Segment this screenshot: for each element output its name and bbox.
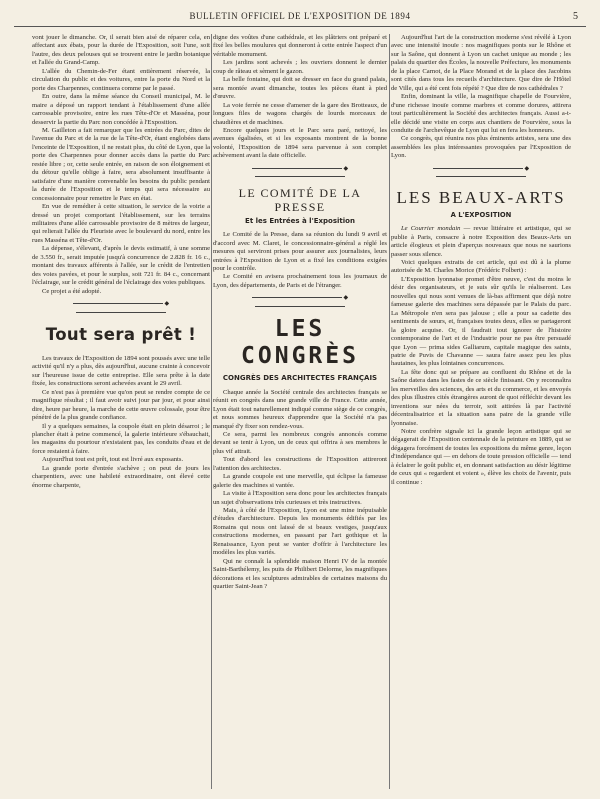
paragraph: La grande porte d'entrée s'achève ; on peut de jours les charpentiers, avec une habileté extraordinaire, ont élevé cette énorme charpente,: [32, 464, 210, 489]
page-header: [14, 9, 586, 27]
paragraph: Aujourd'hui tout est prêt, tout est livré aux exposants.: [42, 456, 184, 464]
article-title: LE COMITÉ DE LA PRESSE: [238, 185, 362, 214]
paragraph: Chaque année la Société centrale des architectes français se réunit en congrès dans une grande ville de France. Cette année, Lyon était tout naturellement indiqué comme siège de ce congrès, et nous sommes heureux d'apprendre que la Société n'a pas manqué d'y fixer son rendez-vous.: [213, 388, 387, 430]
paragraph: Mais, à côté de l'Exposition, Lyon est une mine inépuisable d'études d'architecture. Depuis les monuments édifiés par les Romains qui nous ont laissé de si beaux vestiges, jusqu'aux constructions modernes, en passant par l'art gothique et la Renaissance, Lyon peut se vanter d'offrir à l'architecture les modèles les plus variés.: [213, 507, 387, 557]
section-separator: ◆: [32, 300, 210, 317]
lead-paragraph: [391, 225, 571, 259]
article-title: LES CONGRÈS: [241, 316, 359, 370]
paragraph: Voici quelques extraits de cet article, qui est dû à la plume autorisée de M. Charles Morice (Frédéric Folbert) :: [391, 258, 571, 275]
column-2: [213, 34, 387, 789]
paragraph: L'Exposition lyonnaise promet d'être neuve, c'est du moins le désir des organisateurs, et je suis sûr qu'ils le réaliseront. Les nouvelles qui nous sont venues de là-bas affirment que déjà notre fameuse galerie des machines sera dépassée par le Palais du parc. La Métropole n'en sera pas jalouse ; elle a pour sa cadette des sentiments de sœurs, et, françaises toutes deux, elles se partageront la gloire acquise. Or, il faudrait tout ignorer de l'histoire contemporaine de l'art et de l'industrie pour ne pas être persuadé que Lyon — prima sides Galliarum, capitale magique des saints, patrie de Puvis de Chavanne — saura faire assez peu les plus hautaines, les plus lointaines concurrences.: [391, 275, 571, 368]
paragraph: Le Comité de la Presse, dans sa réunion du lundi 9 avril et d'accord avec M. Claret, le concessionnaire-général a réglé les mesures qui serviront prises pour assurer aux journalistes, leurs entrées à l'Exposition de Lyon et a fixé les conditions exigées pour le contrôle.: [213, 231, 387, 272]
paragraph: Notre confrère signale ici la grande leçon artistique qui se dégagerait de l'Exposition centennale de la peinture en 1889, qui se dégagera forcément de toutes les expositions du même genre, leçon d'indépendance qui — en dehors de toute pression officielle — tend à éclairer le goût public et, en donnant satisfaction au désir légitime de ceux qui « regardent et voient », élève les choix de l'avenir, puis il continue :: [391, 428, 571, 486]
article-subtitle: Et les Entrées à l'Exposition: [245, 216, 355, 225]
paragraph: Aujourd'hui l'art de la construction moderne s'est révélé à Lyon avec une intensité inouïe : nos magnifiques ponts sur le Rhône et sur la Saône, qui donnent à Lyon un cachet unique au monde ; les palais du quartier des Écoles, la nouvelle Préfecture, les monuments de la place Carnot, de la Place Morand et de la place des Jacobins sont cités dans tous les recueils d'architecture. Que dire de l'Hôtel de Ville, qui a été cent fois répété ? Que dire de nos cathédrales ?: [391, 34, 571, 92]
paragraph: Le Comité en avisera prochainement tous les journaux de Lyon, des départements, de Paris et de l'étranger.: [213, 273, 387, 289]
column-3: [391, 34, 571, 789]
paragraph: L'allée du Chemin-de-Fer étant entièrement réservée, la circulation du public et des voitures, entre la porte du Nord et la porte des Charpennes, continuera comme par le passé.: [32, 67, 210, 92]
paragraph: Ce n'est pas à première vue qu'on peut se rendre compte de ce magnifique résultat ; il faut avoir suivi jour par jour, et pour ainsi dire, heure par heure, la marche de cette œuvre colossale, pour être pénétré de la plus grande confiance.: [32, 388, 210, 422]
paragraph: Il y a quelques semaines, la coupole était en plein désarroi ; le plancher était à peine commencé, la galerie intérieure s'ébauchait, les magasins du pourtour n'existaient pas, les conduits d'eau et de force restaient à faire.: [32, 422, 210, 455]
publication-name: Le Courrier mondain: [401, 225, 461, 233]
paragraph: La visite à l'Exposition sera donc pour les architectes français un sujet d'observations très curieuses et très instructives.: [213, 490, 387, 506]
column-1: [32, 34, 210, 789]
column-divider: [211, 34, 212, 789]
paragraph: vont jouer le dimanche. Or, il serait bien aisé de réparer cela, en affectant aux ébats, pour la durée de l'Exposition, soit l'une, soit l'autre, des deux pelouses qui se trouvent entre le jardin botanique et l'allée du Grand-Camp.: [32, 34, 210, 67]
section-separator: ◆: [213, 294, 387, 311]
article-subtitle: CONGRÈS DES ARCHITECTES FRANÇAIS: [222, 374, 378, 383]
paragraph: La dépense, s'élevant, d'après le devis estimatif, à une somme de 3.550 fr., serait imputée jusqu'à concurrence de 2.828 fr. 16 c., montant des travaux afférents à l'allée, sur le crédit de l'entretien des voies pavées, et pour le surplus, soit 721 fr. 84 c., concernant l'éclairage, sur le crédit général de l'éclairage des voies publiques.: [32, 245, 210, 287]
paragraph: digne des voûtes d'une cathédrale, et les plâtriers ont préparé et fixé les belles moulures qui donneront à cette entrée l'aspect d'un véritable monument.: [213, 34, 387, 58]
section-separator: ◆: [213, 165, 387, 182]
page-number: 5: [573, 11, 578, 22]
paragraph: La voie ferrée ne cesse d'amener de la gare des Brotteaux, de longues files de wagons chargés de lourds morceaux de chaudières et de machines.: [213, 101, 387, 126]
paragraph: Tout d'abord les constructions de l'Exposition attireront l'attention des architectes.: [213, 456, 387, 472]
paragraph: Ce congrès, qui réunira nos plus éminents artistes, sera une des assemblées les plus intéressantes provoquées par l'Exposition de Lyon.: [391, 135, 571, 160]
section-separator: ◆: [391, 165, 571, 182]
paragraph: La grande coupole est une merveille, qui éclipse la fameuse galerie des machines si vantée.: [213, 473, 387, 489]
column-divider: [389, 34, 390, 789]
paragraph: Les travaux de l'Exposition de 1894 sont poussés avec une telle activité qu'il n'y a plus, dès aujourd'hui, aucune crainte à concevoir sur l'heureuse issue de cette entreprise. Elle sera prête à la date fixée, les constructions seront achevées avant le 29 avril.: [32, 354, 210, 388]
paragraph: En outre, dans la même séance du Conseil municipal, M. le maire a déposé un rapport tendant à l'établissement d'une allée carrossable provisoire, entre les rues Tête-d'Or et Masséna, pour desservir la partie du Parc non concédée à l'Exposition.: [32, 93, 210, 126]
paragraph: Qui ne connaît la splendide maison Henri IV de la montée Saint-Barthélemy, les puits de Philibert Delorme, les magnifiques décorations et les sculptures admirables de certaines maisons du quartier Saint-Jean ?: [213, 557, 387, 591]
running-title: BULLETIN OFFICIEL DE L'EXPOSITION DE 1894: [189, 11, 411, 21]
article-title: Tout sera prêt !: [45, 324, 197, 344]
paragraph: Les jardins sont achevés ; les ouvriers donnent le dernier coup de râteau et sèment le gazon.: [213, 59, 387, 75]
paragraph: Enfin, dominant la ville, la magnifique chapelle de Fourvière, d'une richesse inouïe comme marbres et comme dorures, attirera tout particulièrement la Société des architectes français. Aussi a-t-elle décidé une visite en corps aux chantiers de Fourvière, sous la conduite de l'archevêque de Lyon qui lui en fera les honneurs.: [391, 93, 571, 134]
paragraph: Ce sera, parmi les nombreux congrès annoncés comme devant se tenir à Lyon, un de ceux qui offrira à ses membres le plus vif attrait.: [213, 430, 387, 455]
article-subtitle: A L'EXPOSITION: [450, 210, 512, 219]
paragraph: Encore quelques jours et le Parc sera paré, nettoyé, les avenues égalisées, et si les exposants montrent de la bonne volonté, l'Exposition de 1894 sera parvenue à son complet achèvement avant la date officielle.: [213, 126, 387, 160]
paragraph: La fête donc qui se prépare au confluent du Rhône et de la Saône datera dans les fastes de ce siècle finissant. On y reconnaîtra les merveilles des sciences, des arts et du commerce, et les envoyés des plus illustres cités étrangères auront de quoi réfléchir devant les inventions sur nées du terroir, soit attirées là par l'activité décentralisatrice et la situation sans paire de la grande ville lyonnaise.: [391, 368, 571, 427]
header-rule: [14, 26, 586, 27]
article-title: LES BEAUX-ARTS: [396, 187, 566, 207]
paragraph: La belle fontaine, qui doit se dresser en face du grand palais, sera montée avant dimanche, toutes les pièces étant à pied d'œuvre.: [213, 76, 387, 101]
paragraph: M. Gailleton a fait remarquer que les entrées du Parc, dites de l'avenue du Parc et de la rue de la Tête-d'Or, étant englobées dans l'enceinte de l'Exposition, il ne restait plus, du côté de Lyon, que la porte des Charpennes pour donner accès dans la partie du Parc restée libre ; or, cette seule entrée, en raison de son éloignement et du détour qu'elle oblige à faire, sera absolument insuffisante à satisfaire d'une manière convenable les besoins du public pendant la durée de l'Exposition et le temps qui sera nécessaire au concessionnaire pour remettre le Parc en état.: [32, 126, 210, 202]
lead-text: — revue littéraire et artistique, qui se publie à Paris, consacre à notre Exposition des Beaux-Arts un article élogieux et plein d'aperçus nouveaux que nous ne saurions passer sous silence.: [391, 225, 571, 258]
paragraph: En vue de remédier à cette situation, le service de la voirie a dressé un projet comportant l'établissement, sur les terrains militaires d'une allée carrossable provisoire de 8 mètres de largeur, qui relierait l'allée du Fleuriste avec le boulevard du nord, entre les rues Masséna et Tête-d'Or.: [32, 203, 210, 244]
paragraph: Ce projet a été adopté.: [42, 287, 102, 295]
